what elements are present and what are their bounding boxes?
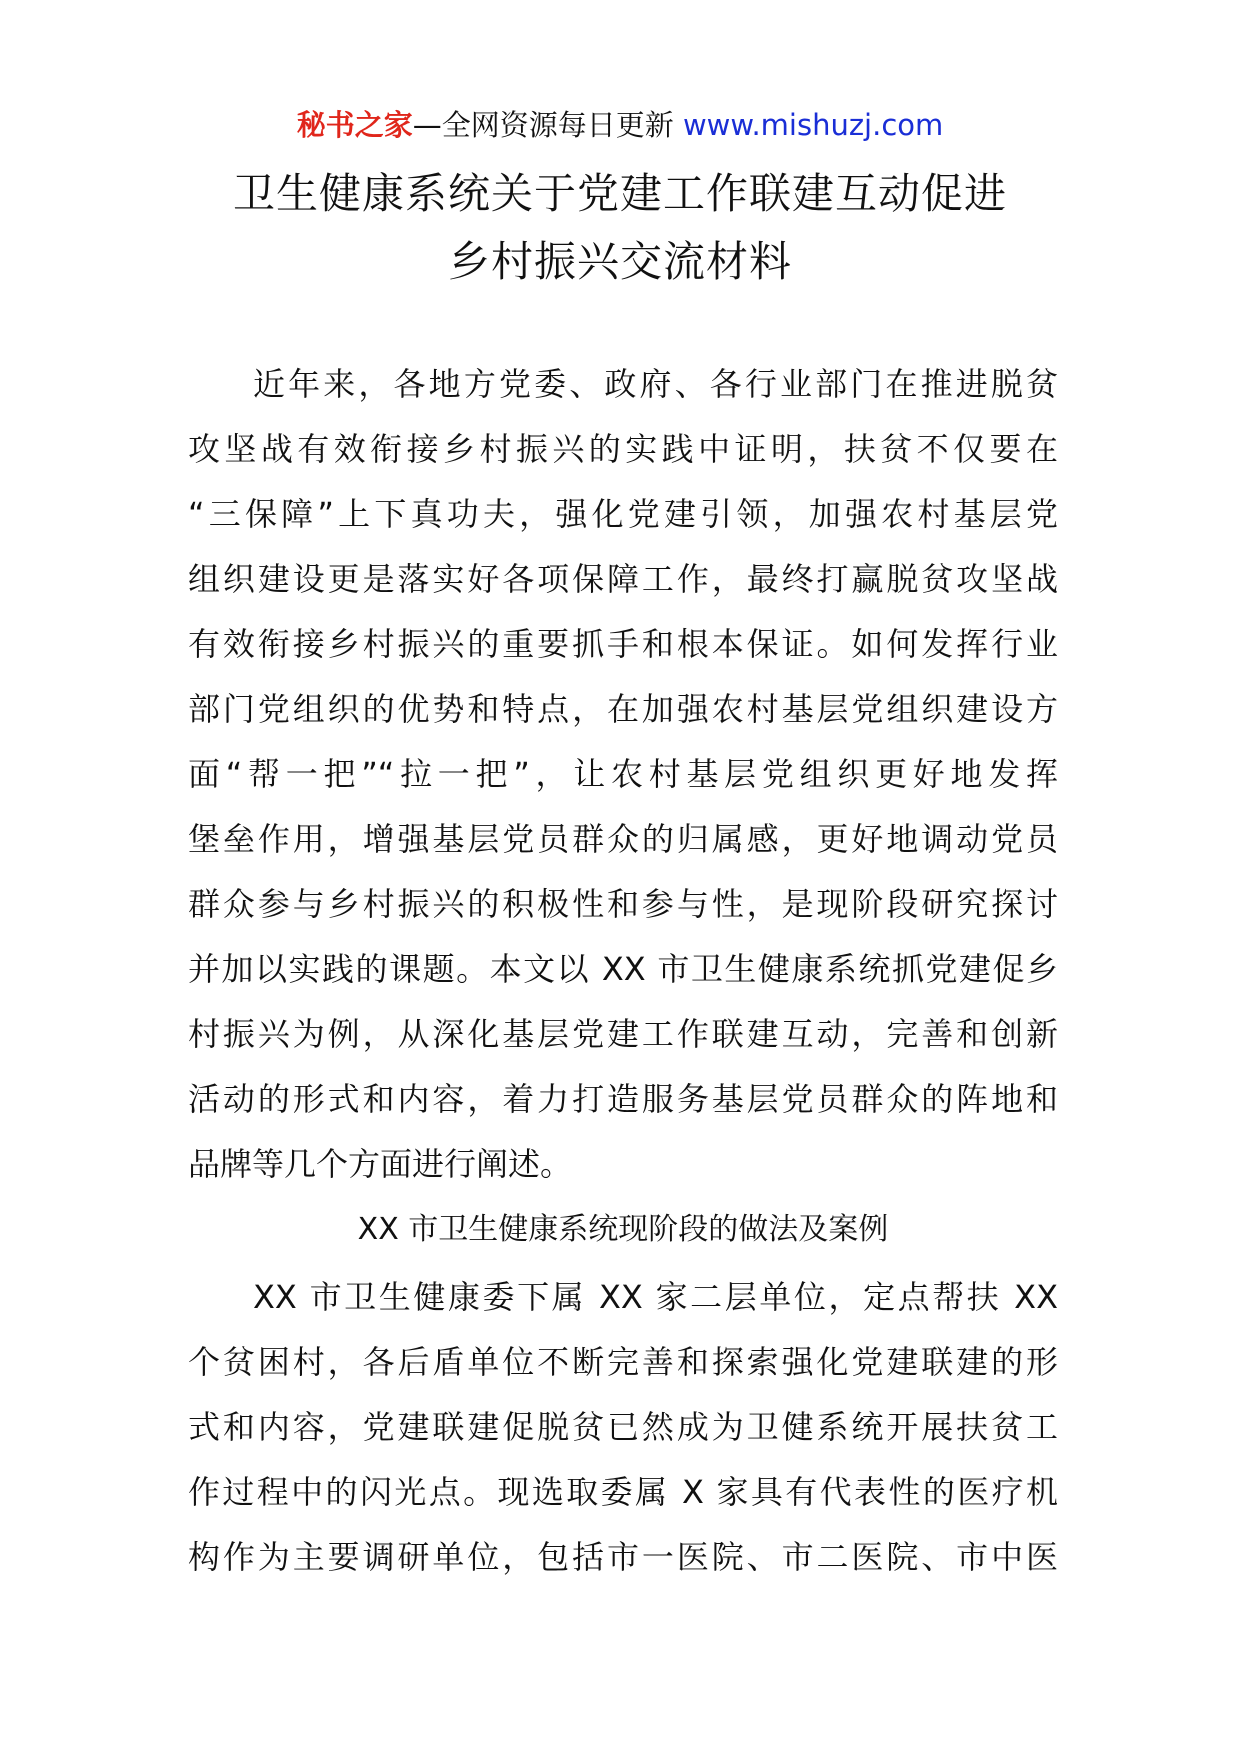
site-header: [0, 100, 1240, 150]
paragraph-line: 组织建设更是落实好各项保障工作，最终打赢脱贫攻坚战: [188, 560, 1058, 598]
paragraph-line: 并加以实践的课题。本文以 XX 市卫生健康系统抓党建促乡: [188, 950, 1058, 988]
paragraph-line: XX 市卫生健康委下属 XX 家二层单位，定点帮扶 XX: [253, 1278, 1058, 1316]
paragraph-line: 活动的形式和内容，着力打造服务基层党员群众的阵地和: [188, 1080, 1058, 1118]
section-heading: XX 市卫生健康系统现阶段的做法及案例: [357, 1212, 889, 1247]
case-paragraph: [188, 1265, 1058, 1590]
paragraph-line: 有效衔接乡村振兴的重要抓手和根本保证。如何发挥行业: [188, 625, 1058, 663]
paragraph-line: 村振兴为例，从深化基层党建工作联建互动，完善和创新: [188, 1015, 1058, 1053]
title-line-2: 乡村振兴交流材料: [447, 237, 792, 286]
title-line-1: 卫生健康系统关于党建工作联建互动促进: [232, 169, 1007, 218]
header-tagline: —全网资源每日更新: [412, 108, 683, 142]
paragraph-line: 攻坚战有效衔接乡村振兴的实践中证明，扶贫不仅要在: [188, 430, 1058, 468]
brand-name: 秘书之家: [296, 108, 413, 142]
paragraph-line: 群众参与乡村振兴的积极性和参与性，是现阶段研究探讨: [188, 885, 1058, 923]
paragraph-line: 近年来，各地方党委、政府、各行业部门在推进脱贫: [253, 365, 1058, 403]
intro-paragraph: [188, 352, 1058, 1197]
paragraph-line: 部门党组织的优势和特点，在加强农村基层党组织建设方: [188, 690, 1058, 728]
paragraph-line: 式和内容，党建联建促脱贫已然成为卫健系统开展扶贫工: [188, 1408, 1058, 1446]
paragraph-line: 个贫困村，各后盾单位不断完善和探索强化党建联建的形: [188, 1343, 1058, 1381]
paragraph-line: 品牌等几个方面进行阐述。: [188, 1145, 573, 1183]
paragraph-line: 构作为主要调研单位，包括市一医院、市二医院、市中医: [188, 1538, 1058, 1576]
paragraph-line: “三保障”上下真功夫，强化党建引领，加强农村基层党: [188, 495, 1058, 533]
document-title: [120, 160, 1120, 296]
paragraph-line: 面“帮一把”“拉一把”，让农村基层党组织更好地发挥: [188, 755, 1058, 793]
paragraph-line: 作过程中的闪光点。现选取委属 X 家具有代表性的医疗机: [188, 1473, 1058, 1511]
site-url-link[interactable]: www.mishuzj.com: [682, 108, 944, 142]
paragraph-line: 堡垒作用，增强基层党员群众的归属感，更好地调动党员: [188, 820, 1058, 858]
